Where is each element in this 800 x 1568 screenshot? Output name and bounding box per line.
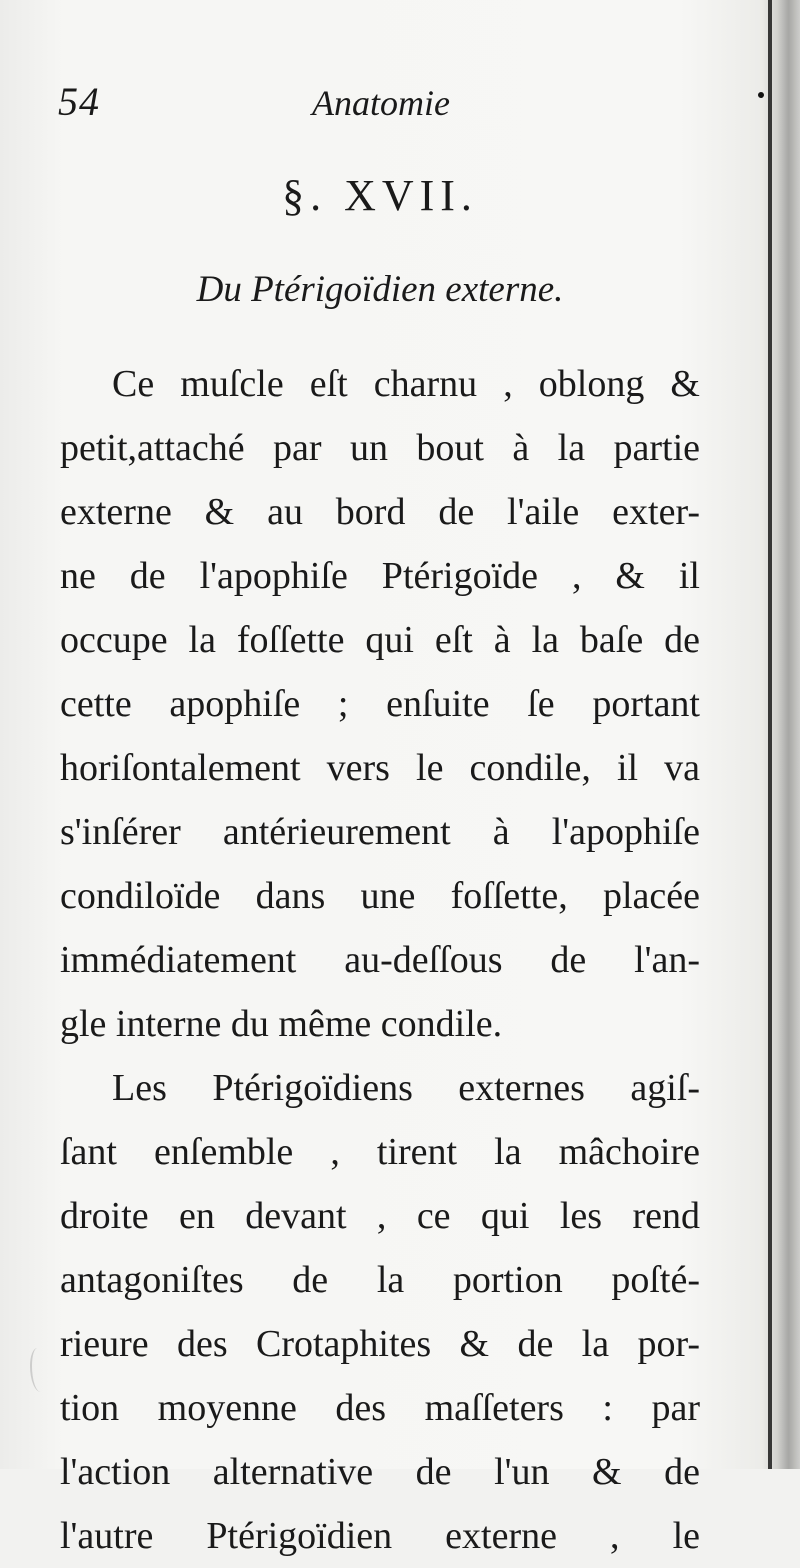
- section-number: §. XVII.: [282, 171, 478, 220]
- text-line: Les Ptérigoïdiens externes agiſ-: [112, 1067, 700, 1109]
- text-line: cette apophiſe ; enſuite ſe portant: [60, 683, 700, 725]
- text-line: gle interne du même condile.: [60, 1003, 503, 1045]
- text-line: l'action alternative de l'un & de: [60, 1451, 700, 1493]
- text-line: rieure des Crotaphites & de la por-: [60, 1323, 700, 1365]
- text-line: l'autre Ptérigoïdien externe , le: [60, 1515, 700, 1557]
- text-line: ſant enſemble , tirent la mâchoire: [60, 1131, 700, 1173]
- margin-mark: [30, 1348, 48, 1392]
- text-line: horiſontalement vers le condile, il va: [60, 747, 700, 789]
- page-number: 54: [58, 79, 100, 124]
- text-line: petit,attaché par un bout à la partie: [60, 427, 700, 469]
- text-line: occupe la foſſette qui eſt à la baſe de: [60, 619, 700, 661]
- section-title: Du Ptérigoïdien externe.: [196, 269, 564, 310]
- text-line: immédiatement au-deſſous de l'an-: [60, 939, 700, 981]
- text-line: ne de l'apophiſe Ptérigoïde , & il: [60, 555, 700, 597]
- text-line: condiloïde dans une foſſette, placée: [60, 875, 700, 917]
- running-title: Anatomie: [312, 83, 450, 123]
- text-line: tion moyenne des maſſeters : par: [60, 1387, 700, 1429]
- text-line: s'inſérer antérieurement à l'apophiſe: [60, 811, 700, 853]
- text-line: externe & au bord de l'aile exter-: [60, 491, 700, 533]
- text-line: droite en devant , ce qui les rend: [60, 1195, 700, 1237]
- text-line: Ce muſcle eſt charnu , oblong &: [112, 363, 700, 405]
- body-text: [60, 352, 700, 1568]
- text-line: antagoniſtes de la portion poſté-: [60, 1259, 700, 1301]
- page-edge: [768, 0, 772, 1469]
- ink-spot: [758, 92, 764, 98]
